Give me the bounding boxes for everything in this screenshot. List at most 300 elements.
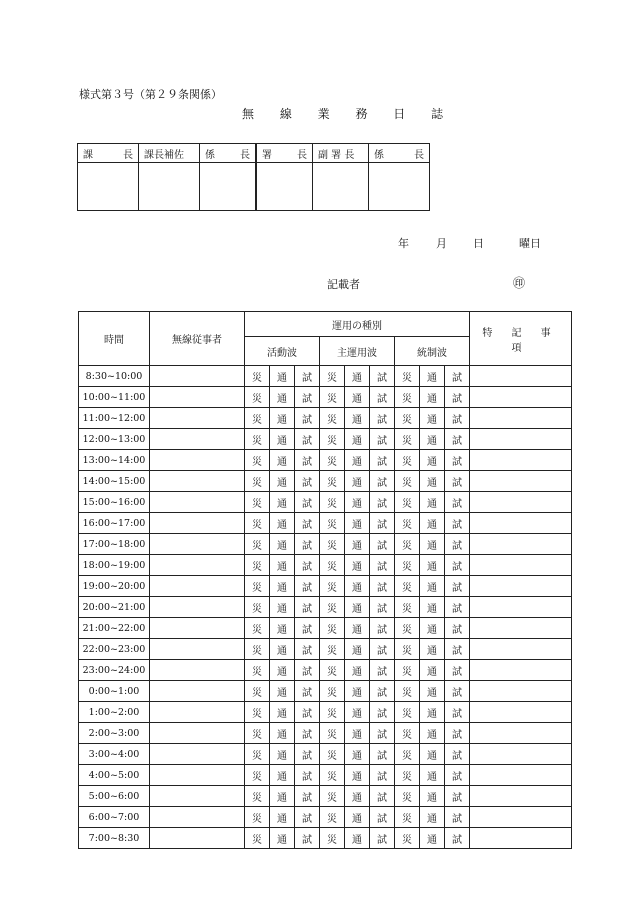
kind-option-disaster[interactable]: 災 — [245, 513, 270, 534]
kind-option-disaster[interactable]: 災 — [320, 534, 345, 555]
kind-option-disaster[interactable]: 災 — [320, 618, 345, 639]
kind-option-comm[interactable]: 通 — [270, 723, 295, 744]
table-row — [79, 429, 572, 450]
kind-option-comm[interactable]: 通 — [345, 681, 370, 702]
kind-option-comm[interactable]: 通 — [345, 744, 370, 765]
kind-option-disaster[interactable]: 災 — [320, 744, 345, 765]
kind-option-test[interactable]: 試 — [370, 765, 395, 786]
kind-option-test[interactable]: 試 — [370, 492, 395, 513]
kind-option-test[interactable]: 試 — [295, 639, 320, 660]
kind-option-test[interactable]: 試 — [295, 471, 320, 492]
kind-option-comm[interactable]: 通 — [270, 534, 295, 555]
kind-option-comm[interactable]: 通 — [345, 786, 370, 807]
kind-option-test[interactable]: 試 — [295, 534, 320, 555]
kind-option-comm[interactable]: 通 — [270, 618, 295, 639]
time-slot: 4:00~5:00 — [79, 765, 150, 786]
kind-option-comm[interactable]: 通 — [270, 387, 295, 408]
table-row — [79, 660, 572, 681]
kind-option-test[interactable]: 試 — [295, 366, 320, 387]
kind-option-disaster[interactable]: 災 — [395, 429, 420, 450]
kind-option-test[interactable]: 試 — [295, 408, 320, 429]
kind-option-test[interactable]: 試 — [295, 597, 320, 618]
kind-option-test[interactable]: 試 — [370, 366, 395, 387]
time-slot: 12:00~13:00 — [79, 429, 150, 450]
kind-option-test[interactable]: 試 — [370, 660, 395, 681]
kind-option-disaster[interactable]: 災 — [395, 450, 420, 471]
kind-option-comm[interactable]: 通 — [270, 765, 295, 786]
kind-option-test[interactable]: 試 — [370, 513, 395, 534]
notes-cell[interactable] — [470, 702, 572, 723]
date-weekday-label: 曜日 — [519, 237, 541, 250]
kind-option-comm[interactable]: 通 — [420, 555, 445, 576]
kind-option-comm[interactable]: 通 — [270, 429, 295, 450]
kind-option-test[interactable]: 試 — [295, 450, 320, 471]
kind-option-test[interactable]: 試 — [370, 450, 395, 471]
table-row — [79, 807, 572, 828]
kind-option-comm[interactable]: 通 — [420, 597, 445, 618]
kind-option-comm[interactable]: 通 — [420, 723, 445, 744]
kind-option-test[interactable]: 試 — [445, 597, 470, 618]
operator-cell[interactable] — [150, 534, 245, 555]
kind-option-disaster[interactable]: 災 — [320, 597, 345, 618]
approval-stamp-table — [77, 143, 430, 211]
approval-header-station-subchief: 係 長 — [369, 144, 430, 163]
time-slot: 23:00~24:00 — [79, 660, 150, 681]
kind-option-comm[interactable]: 通 — [420, 807, 445, 828]
kind-option-test[interactable]: 試 — [370, 828, 395, 849]
kind-option-test[interactable]: 試 — [370, 429, 395, 450]
kind-option-disaster[interactable]: 災 — [245, 576, 270, 597]
kind-option-comm[interactable]: 通 — [270, 786, 295, 807]
operator-cell[interactable] — [150, 555, 245, 576]
kind-option-disaster[interactable]: 災 — [320, 723, 345, 744]
kind-option-comm[interactable]: 通 — [345, 723, 370, 744]
kind-option-test[interactable]: 試 — [445, 492, 470, 513]
notes-cell[interactable] — [470, 639, 572, 660]
operator-cell[interactable] — [150, 807, 245, 828]
kind-option-disaster[interactable]: 災 — [320, 513, 345, 534]
kind-option-comm[interactable]: 通 — [270, 660, 295, 681]
kind-option-test[interactable]: 試 — [370, 387, 395, 408]
date-year-label: 年 — [398, 237, 409, 250]
approval-box[interactable] — [369, 163, 430, 211]
kind-option-test[interactable]: 試 — [295, 429, 320, 450]
operator-cell[interactable] — [150, 618, 245, 639]
approval-box[interactable] — [313, 163, 369, 211]
notes-cell[interactable] — [470, 807, 572, 828]
kind-option-test[interactable]: 試 — [370, 786, 395, 807]
notes-cell[interactable] — [470, 765, 572, 786]
kind-option-comm[interactable]: 通 — [345, 387, 370, 408]
kind-option-comm[interactable]: 通 — [420, 450, 445, 471]
table-row — [79, 408, 572, 429]
kind-option-comm[interactable]: 通 — [420, 408, 445, 429]
notes-cell[interactable] — [470, 408, 572, 429]
table-row — [79, 786, 572, 807]
kind-option-comm[interactable]: 通 — [420, 765, 445, 786]
kind-option-disaster[interactable]: 災 — [395, 387, 420, 408]
kind-option-comm[interactable]: 通 — [420, 471, 445, 492]
kind-option-comm[interactable]: 通 — [345, 408, 370, 429]
kind-option-test[interactable]: 試 — [445, 534, 470, 555]
kind-option-disaster[interactable]: 災 — [395, 639, 420, 660]
kind-option-test[interactable]: 試 — [295, 807, 320, 828]
table-row — [79, 471, 572, 492]
kind-option-test[interactable]: 試 — [370, 807, 395, 828]
operator-cell[interactable] — [150, 786, 245, 807]
notes-cell[interactable] — [470, 492, 572, 513]
kind-option-test[interactable]: 試 — [445, 681, 470, 702]
approval-box[interactable] — [200, 163, 257, 211]
kind-option-test[interactable]: 試 — [445, 429, 470, 450]
kind-option-test[interactable]: 試 — [295, 723, 320, 744]
log-rows — [79, 366, 572, 849]
table-row — [79, 723, 572, 744]
kind-option-disaster[interactable]: 災 — [245, 786, 270, 807]
kind-option-disaster[interactable]: 災 — [395, 681, 420, 702]
group-shuunyou: 主運用波 — [320, 337, 395, 366]
kind-option-test[interactable]: 試 — [370, 555, 395, 576]
kind-option-comm[interactable]: 通 — [345, 576, 370, 597]
kind-option-test[interactable]: 試 — [295, 681, 320, 702]
kind-option-comm[interactable]: 通 — [420, 660, 445, 681]
kind-option-disaster[interactable]: 災 — [245, 618, 270, 639]
kind-option-comm[interactable]: 通 — [420, 534, 445, 555]
kind-option-test[interactable]: 試 — [370, 681, 395, 702]
kind-option-disaster[interactable]: 災 — [320, 765, 345, 786]
kind-option-disaster[interactable]: 災 — [320, 786, 345, 807]
header-special-notes: 特 記 事 項 — [470, 312, 572, 366]
kind-option-disaster[interactable]: 災 — [395, 660, 420, 681]
kind-option-disaster[interactable]: 災 — [320, 639, 345, 660]
header-operator: 無線従事者 — [150, 312, 245, 366]
notes-cell[interactable] — [470, 555, 572, 576]
notes-cell[interactable] — [470, 786, 572, 807]
kind-option-disaster[interactable]: 災 — [245, 765, 270, 786]
operator-cell[interactable] — [150, 471, 245, 492]
kind-option-disaster[interactable]: 災 — [245, 450, 270, 471]
kind-option-test[interactable]: 試 — [445, 744, 470, 765]
kind-option-disaster[interactable]: 災 — [395, 765, 420, 786]
kind-option-comm[interactable]: 通 — [345, 828, 370, 849]
approval-box[interactable] — [256, 163, 313, 211]
kind-option-disaster[interactable]: 災 — [245, 408, 270, 429]
kind-option-comm[interactable]: 通 — [345, 639, 370, 660]
kind-option-test[interactable]: 試 — [445, 723, 470, 744]
kind-option-disaster[interactable]: 災 — [245, 744, 270, 765]
kind-option-test[interactable]: 試 — [370, 702, 395, 723]
operator-cell[interactable] — [150, 429, 245, 450]
time-slot: 22:00~23:00 — [79, 639, 150, 660]
time-slot: 1:00~2:00 — [79, 702, 150, 723]
kind-option-test[interactable]: 試 — [295, 828, 320, 849]
kind-option-comm[interactable]: 通 — [270, 744, 295, 765]
header-time: 時間 — [79, 312, 150, 366]
kind-option-comm[interactable]: 通 — [270, 408, 295, 429]
kind-option-comm[interactable]: 通 — [420, 576, 445, 597]
time-slot: 13:00~14:00 — [79, 450, 150, 471]
notes-cell[interactable] — [470, 618, 572, 639]
kind-option-disaster[interactable]: 災 — [395, 492, 420, 513]
notes-cell[interactable] — [470, 366, 572, 387]
kind-option-disaster[interactable]: 災 — [395, 513, 420, 534]
kind-option-disaster[interactable]: 災 — [320, 828, 345, 849]
kind-option-comm[interactable]: 通 — [270, 597, 295, 618]
kind-option-comm[interactable]: 通 — [270, 828, 295, 849]
table-row — [79, 744, 572, 765]
kind-option-test[interactable]: 試 — [295, 513, 320, 534]
time-slot: 14:00~15:00 — [79, 471, 150, 492]
kind-option-comm[interactable]: 通 — [420, 513, 445, 534]
kind-option-comm[interactable]: 通 — [345, 513, 370, 534]
kind-option-disaster[interactable]: 災 — [245, 366, 270, 387]
operator-cell[interactable] — [150, 639, 245, 660]
kind-option-test[interactable]: 試 — [445, 576, 470, 597]
kind-option-comm[interactable]: 通 — [345, 429, 370, 450]
table-row — [79, 639, 572, 660]
kind-option-disaster[interactable]: 災 — [395, 702, 420, 723]
kind-option-comm[interactable]: 通 — [420, 429, 445, 450]
kind-option-test[interactable]: 試 — [295, 576, 320, 597]
kind-option-disaster[interactable]: 災 — [320, 681, 345, 702]
kind-option-comm[interactable]: 通 — [270, 450, 295, 471]
notes-cell[interactable] — [470, 576, 572, 597]
kind-option-test[interactable]: 試 — [370, 534, 395, 555]
kind-option-comm[interactable]: 通 — [420, 681, 445, 702]
kind-option-test[interactable]: 試 — [370, 618, 395, 639]
kind-option-disaster[interactable]: 災 — [395, 828, 420, 849]
group-tousei: 統制波 — [395, 337, 470, 366]
kind-option-disaster[interactable]: 災 — [320, 492, 345, 513]
operator-cell[interactable] — [150, 765, 245, 786]
kind-option-test[interactable]: 試 — [370, 639, 395, 660]
operator-cell[interactable] — [150, 492, 245, 513]
kind-option-disaster[interactable]: 災 — [395, 534, 420, 555]
approval-box[interactable] — [78, 163, 139, 211]
notes-cell[interactable] — [470, 429, 572, 450]
time-slot: 0:00~1:00 — [79, 681, 150, 702]
approval-header-subsection-chief: 係 長 — [200, 144, 257, 163]
kind-option-comm[interactable]: 通 — [345, 471, 370, 492]
kind-option-disaster[interactable]: 災 — [245, 492, 270, 513]
kind-option-test[interactable]: 試 — [445, 471, 470, 492]
kind-option-comm[interactable]: 通 — [345, 765, 370, 786]
notes-cell[interactable] — [470, 597, 572, 618]
operator-cell[interactable] — [150, 450, 245, 471]
kind-option-test[interactable]: 試 — [370, 723, 395, 744]
kind-option-test[interactable]: 試 — [370, 576, 395, 597]
notes-cell[interactable] — [470, 471, 572, 492]
kind-option-disaster[interactable]: 災 — [320, 702, 345, 723]
approval-header-deputy-chief: 課長補佐 — [139, 144, 200, 163]
kind-option-comm[interactable]: 通 — [420, 366, 445, 387]
kind-option-test[interactable]: 試 — [295, 702, 320, 723]
kind-option-test[interactable]: 試 — [370, 408, 395, 429]
kind-option-comm[interactable]: 通 — [270, 576, 295, 597]
notes-cell[interactable] — [470, 660, 572, 681]
kind-option-disaster[interactable]: 災 — [395, 366, 420, 387]
kind-option-disaster[interactable]: 災 — [320, 471, 345, 492]
kind-option-disaster[interactable]: 災 — [395, 576, 420, 597]
kind-option-test[interactable]: 試 — [445, 618, 470, 639]
kind-option-test[interactable]: 試 — [445, 555, 470, 576]
kind-option-test[interactable]: 試 — [370, 471, 395, 492]
kind-option-test[interactable]: 試 — [445, 807, 470, 828]
notes-cell[interactable] — [470, 513, 572, 534]
notes-cell[interactable] — [470, 681, 572, 702]
kind-option-disaster[interactable]: 災 — [395, 807, 420, 828]
kind-option-comm[interactable]: 通 — [345, 366, 370, 387]
kind-option-disaster[interactable]: 災 — [245, 534, 270, 555]
approval-header-section-chief: 課 長 — [78, 144, 139, 163]
notes-cell[interactable] — [470, 744, 572, 765]
kind-option-disaster[interactable]: 災 — [320, 408, 345, 429]
table-row — [79, 702, 572, 723]
kind-option-disaster[interactable]: 災 — [395, 618, 420, 639]
kind-option-test[interactable]: 試 — [295, 660, 320, 681]
kind-option-test[interactable]: 試 — [445, 765, 470, 786]
kind-option-test[interactable]: 試 — [445, 828, 470, 849]
kind-option-comm[interactable]: 通 — [345, 702, 370, 723]
kind-option-comm[interactable]: 通 — [420, 786, 445, 807]
kind-option-test[interactable]: 試 — [445, 660, 470, 681]
kind-option-disaster[interactable]: 災 — [245, 471, 270, 492]
approval-box[interactable] — [139, 163, 200, 211]
kind-option-comm[interactable]: 通 — [270, 807, 295, 828]
kind-option-disaster[interactable]: 災 — [395, 744, 420, 765]
form-number-label: 様式第３号（第２９条関係） — [79, 88, 222, 101]
kind-option-comm[interactable]: 通 — [420, 639, 445, 660]
kind-option-disaster[interactable]: 災 — [245, 387, 270, 408]
kind-option-disaster[interactable]: 災 — [245, 660, 270, 681]
kind-option-test[interactable]: 試 — [445, 639, 470, 660]
kind-option-comm[interactable]: 通 — [270, 702, 295, 723]
kind-option-test[interactable]: 試 — [295, 618, 320, 639]
kind-option-test[interactable]: 試 — [445, 513, 470, 534]
kind-option-comm[interactable]: 通 — [270, 471, 295, 492]
operator-cell[interactable] — [150, 597, 245, 618]
kind-option-comm[interactable]: 通 — [420, 492, 445, 513]
kind-option-disaster[interactable]: 災 — [320, 807, 345, 828]
kind-option-comm[interactable]: 通 — [345, 555, 370, 576]
kind-option-comm[interactable]: 通 — [420, 387, 445, 408]
kind-option-comm[interactable]: 通 — [345, 618, 370, 639]
table-row — [79, 366, 572, 387]
kind-option-test[interactable]: 試 — [370, 744, 395, 765]
operator-cell[interactable] — [150, 576, 245, 597]
time-slot: 2:00~3:00 — [79, 723, 150, 744]
kind-option-disaster[interactable]: 災 — [245, 702, 270, 723]
kind-option-disaster[interactable]: 災 — [245, 681, 270, 702]
kind-option-disaster[interactable]: 災 — [320, 366, 345, 387]
kind-option-disaster[interactable]: 災 — [245, 555, 270, 576]
kind-option-test[interactable]: 試 — [445, 387, 470, 408]
kind-option-test[interactable]: 試 — [295, 744, 320, 765]
kind-option-test[interactable]: 試 — [295, 387, 320, 408]
time-slot: 15:00~16:00 — [79, 492, 150, 513]
table-row — [79, 681, 572, 702]
operator-cell[interactable] — [150, 408, 245, 429]
notes-cell[interactable] — [470, 387, 572, 408]
kind-option-test[interactable]: 試 — [445, 786, 470, 807]
notes-cell[interactable] — [470, 828, 572, 849]
kind-option-test[interactable]: 試 — [295, 555, 320, 576]
table-row — [79, 618, 572, 639]
kind-option-disaster[interactable]: 災 — [395, 786, 420, 807]
kind-option-test[interactable]: 試 — [295, 786, 320, 807]
kind-option-disaster[interactable]: 災 — [320, 660, 345, 681]
kind-option-test[interactable]: 試 — [295, 765, 320, 786]
kind-option-comm[interactable]: 通 — [420, 744, 445, 765]
group-katsudou: 活動波 — [245, 337, 320, 366]
date-day-label: 日 — [473, 237, 484, 250]
kind-option-disaster[interactable]: 災 — [245, 639, 270, 660]
table-row — [79, 513, 572, 534]
operator-cell[interactable] — [150, 387, 245, 408]
operator-cell[interactable] — [150, 681, 245, 702]
kind-option-test[interactable]: 試 — [295, 492, 320, 513]
kind-option-disaster[interactable]: 災 — [245, 723, 270, 744]
kind-option-comm[interactable]: 通 — [420, 618, 445, 639]
kind-option-disaster[interactable]: 災 — [395, 723, 420, 744]
kind-option-comm[interactable]: 通 — [270, 639, 295, 660]
kind-option-comm[interactable]: 通 — [420, 828, 445, 849]
operator-cell[interactable] — [150, 702, 245, 723]
notes-cell[interactable] — [470, 534, 572, 555]
kind-option-comm[interactable]: 通 — [345, 450, 370, 471]
notes-cell[interactable] — [470, 450, 572, 471]
kind-option-disaster[interactable]: 災 — [245, 429, 270, 450]
kind-option-comm[interactable]: 通 — [420, 702, 445, 723]
kind-option-test[interactable]: 試 — [445, 366, 470, 387]
kind-option-comm[interactable]: 通 — [345, 660, 370, 681]
kind-option-test[interactable]: 試 — [445, 450, 470, 471]
kind-option-comm[interactable]: 通 — [345, 807, 370, 828]
kind-option-disaster[interactable]: 災 — [320, 555, 345, 576]
kind-option-disaster[interactable]: 災 — [395, 408, 420, 429]
kind-option-comm[interactable]: 通 — [270, 492, 295, 513]
kind-option-disaster[interactable]: 災 — [320, 387, 345, 408]
kind-option-comm[interactable]: 通 — [345, 492, 370, 513]
operator-cell[interactable] — [150, 660, 245, 681]
kind-option-disaster[interactable]: 災 — [320, 429, 345, 450]
kind-option-disaster[interactable]: 災 — [395, 471, 420, 492]
kind-option-comm[interactable]: 通 — [270, 681, 295, 702]
time-slot: 18:00~19:00 — [79, 555, 150, 576]
operator-cell[interactable] — [150, 828, 245, 849]
operator-cell[interactable] — [150, 744, 245, 765]
kind-option-disaster[interactable]: 災 — [245, 807, 270, 828]
kind-option-comm[interactable]: 通 — [345, 597, 370, 618]
operator-cell[interactable] — [150, 513, 245, 534]
kind-option-test[interactable]: 試 — [370, 597, 395, 618]
kind-option-disaster[interactable]: 災 — [395, 597, 420, 618]
kind-option-disaster[interactable]: 災 — [245, 828, 270, 849]
kind-option-comm[interactable]: 通 — [270, 513, 295, 534]
kind-option-disaster[interactable]: 災 — [395, 555, 420, 576]
kind-option-comm[interactable]: 通 — [345, 534, 370, 555]
kind-option-disaster[interactable]: 災 — [245, 597, 270, 618]
notes-cell[interactable] — [470, 723, 572, 744]
kind-option-comm[interactable]: 通 — [270, 555, 295, 576]
kind-option-disaster[interactable]: 災 — [320, 450, 345, 471]
operator-cell[interactable] — [150, 723, 245, 744]
operator-cell[interactable] — [150, 366, 245, 387]
kind-option-disaster[interactable]: 災 — [320, 576, 345, 597]
kind-option-comm[interactable]: 通 — [270, 366, 295, 387]
kind-option-test[interactable]: 試 — [445, 702, 470, 723]
kind-option-test[interactable]: 試 — [445, 408, 470, 429]
